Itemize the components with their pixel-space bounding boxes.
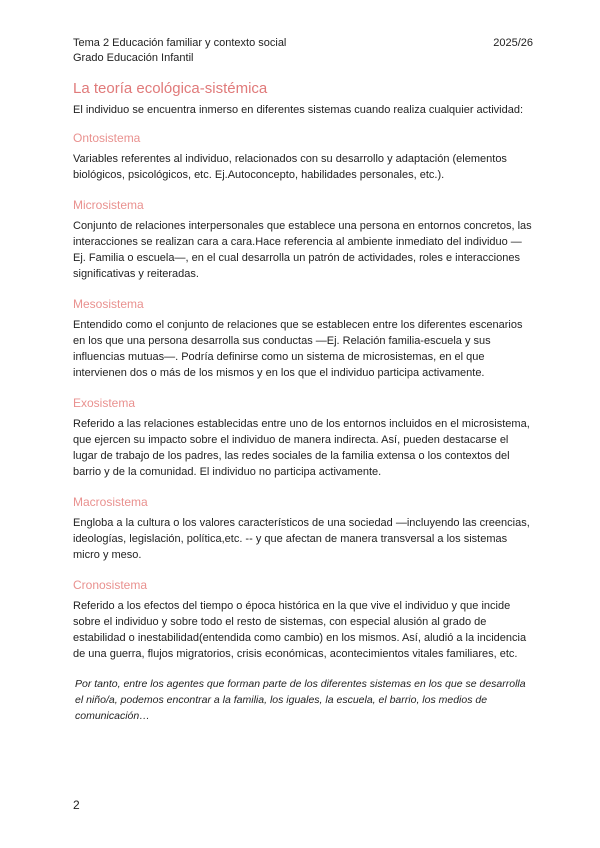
degree-name: Grado Educación Infantil xyxy=(73,52,194,64)
section-body: Referido a los efectos del tiempo o época histórica en la que vive el individuo y que incide sobre el individuo y sobre todo el resto de sistemas, con especial alusión al grado de estabilidad o inestabilidad(entendida como cambio) en los mismos. Así, aludió a la incidencia de una guerra, flujos migratorios, crisis económicas, acontecimientos vitales familiares, etc. xyxy=(73,600,527,660)
section-exosistema xyxy=(73,395,533,480)
section-mesosistema xyxy=(73,296,533,381)
section-heading: Exosistema xyxy=(73,396,136,410)
section-heading: Macrosistema xyxy=(73,495,148,509)
section-heading: Microsistema xyxy=(73,198,144,212)
section-cronosistema xyxy=(73,577,533,662)
section-heading: Ontosistema xyxy=(73,131,141,145)
section-body: Conjunto de relaciones interpersonales que establece una persona en entornos concretos, las interacciones se realizan cara a cara.Hace referencia al ambiente inmediato del individuo — Ej. Familia o escuela—, en el cual desarrolla un patrón de actividades, roles e interacciones significativas y reiteradas. xyxy=(73,220,532,280)
section-heading: Mesosistema xyxy=(73,297,144,311)
section-body: Engloba a la cultura o los valores característicos de una sociedad —incluyendo las creencias, ideologías, legislación, política,etc. -- y que afectan de manera transversal a los sistemas micro y meso. xyxy=(73,517,530,561)
section-body: Variables referentes al individuo, relacionados con su desarrollo y adaptación (elementos biológicos, psicológicos, etc. Ej.Autoconcepto, habilidades personales, etc.). xyxy=(73,153,507,181)
intro-paragraph: El individuo se encuentra inmerso en diferentes sistemas cuando realiza cualquier actividad: xyxy=(73,104,524,116)
closing-paragraph: Por tanto, entre los agentes que forman parte de los diferentes sistemas en los que se desarrolla el niño/a, podemos encontrar a la familia, los iguales, la escuela, el barrio, los medios de comunicación… xyxy=(75,678,526,722)
page-number: 2 xyxy=(73,798,80,812)
section-ontosistema xyxy=(73,130,533,183)
document-title: La teoría ecológica-sistémica xyxy=(73,80,268,97)
section-body: Referido a las relaciones establecidas entre uno de los entornos incluidos en el microsistema, que ejercen su impacto sobre el individuo de manera indirecta. Así, pueden destacarse el lugar de trabajo de los padres, las redes sociales de la familia extensa o los contextos del barrio y de la comunidad. El individuo no participa activamente. xyxy=(73,418,530,478)
section-macrosistema xyxy=(73,494,533,563)
academic-year: 2025/26 xyxy=(493,37,533,49)
document-body xyxy=(73,80,533,724)
section-microsistema xyxy=(73,197,533,282)
course-title: Tema 2 Educación familiar y contexto social xyxy=(73,37,287,49)
section-body: Entendido como el conjunto de relaciones que se establecen entre los diferentes escenarios en los que una persona desarrolla sus conductas —Ej. Relación familia-escuela y sus influencias mutuas—. Podría definirse como un sistema de microsistemas, en el que intervienen dos o más de los mismos y en los que el individuo participa activamente. xyxy=(73,319,523,379)
page-header xyxy=(73,36,533,66)
section-heading: Cronosistema xyxy=(73,578,148,592)
